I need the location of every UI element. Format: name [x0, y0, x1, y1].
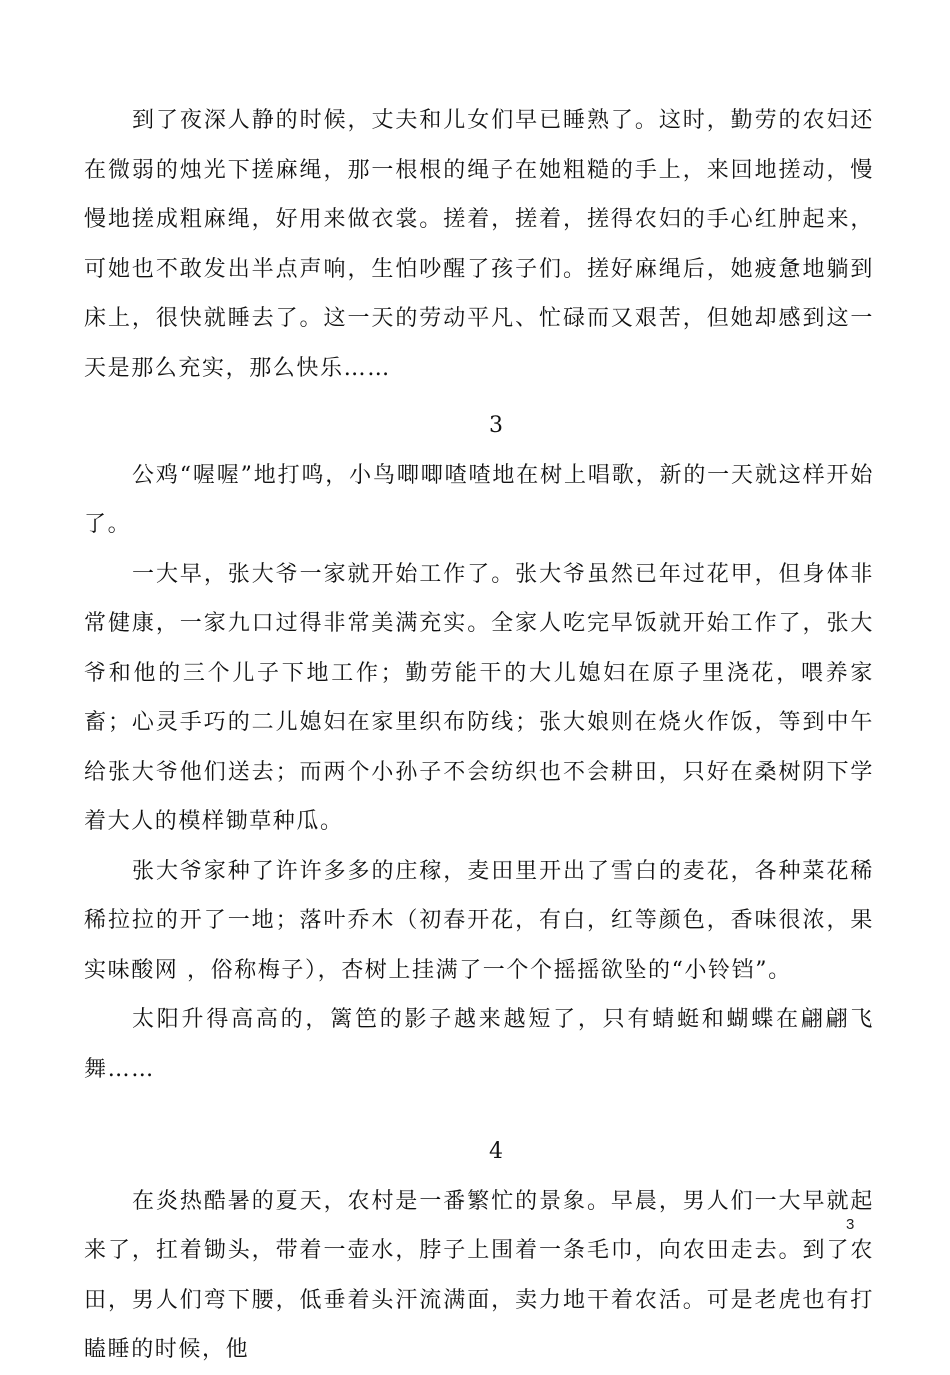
paragraph-crops-flowers: 张大爷家种了许许多多的庄稼，麦田里开出了雪白的麦花，各种菜花稀稀拉拉的开了一地；落叶乔木（初春开花，有白，红等颜色，香味很浓，果实味酸网 ，俗称梅子），杏树上挂满了一个个摇摇欲坠的“小铃铛”。: [84, 858, 874, 983]
section-number-4: 4: [489, 1139, 503, 1164]
paragraph-night-rope: 到了夜深人静的时候，丈夫和儿女们早已睡熟了。这时，勤劳的农妇还在微弱的烛光下搓麻绳，那一根根的绳子在她粗糙的手上，来回地搓动，慢慢地搓成粗麻绳，好用来做衣裳。搓着，搓着，搓得农妇的手心红肿起来，可她也不敢发出半点声响，生怕吵醒了孩子们。搓好麻绳后，她疲惫地躺到床上，很快就睡去了。这一天的劳动平凡、忙碌而又艰苦，但她却感到这一天是那么充实，那么快乐……: [84, 108, 874, 381]
paragraph-zhang-family-work: 一大早，张大爷一家就开始工作了。张大爷虽然已年过花甲，但身体非常健康，一家九口过得非常美满充实。全家人吃完早饭就开始工作了，张大爷和他的三个儿子下地工作；勤劳能干的大儿媳妇在原子里浇花，喂养家畜；心灵手巧的二儿媳妇在家里织布防线；张大娘则在烧火作饭，等到中午给张大爷他们送去；而两个小孙子不会纺织也不会耕田，只好在桑树阴下学着大人的模样锄草种瓜。: [84, 561, 874, 834]
paragraph-sun-high: 太阳升得高高的，篱笆的影子越来越短了，只有蜻蜓和蝴蝶在翩翩飞舞……: [84, 1007, 874, 1082]
paragraph-rooster-morning: 公鸡“喔喔”地打鸣，小鸟唧唧喳喳地在树上唱歌，新的一天就这样开始了。: [84, 462, 874, 537]
document-body: [84, 96, 874, 1375]
page-number: 3: [846, 1216, 855, 1233]
paragraph-summer-farming: 在炎热酷暑的夏天，农村是一番繁忙的景象。早晨，男人们一大早就起来了，扛着锄头，带着一壶水，脖子上围着一条毛巾，向农田走去。到了农田，男人们弯下腰，低垂着头汗流满面，卖力地干着农活。可是老虎也有打瞌睡的时候，他: [84, 1188, 874, 1362]
section-number-3: 3: [489, 413, 503, 438]
